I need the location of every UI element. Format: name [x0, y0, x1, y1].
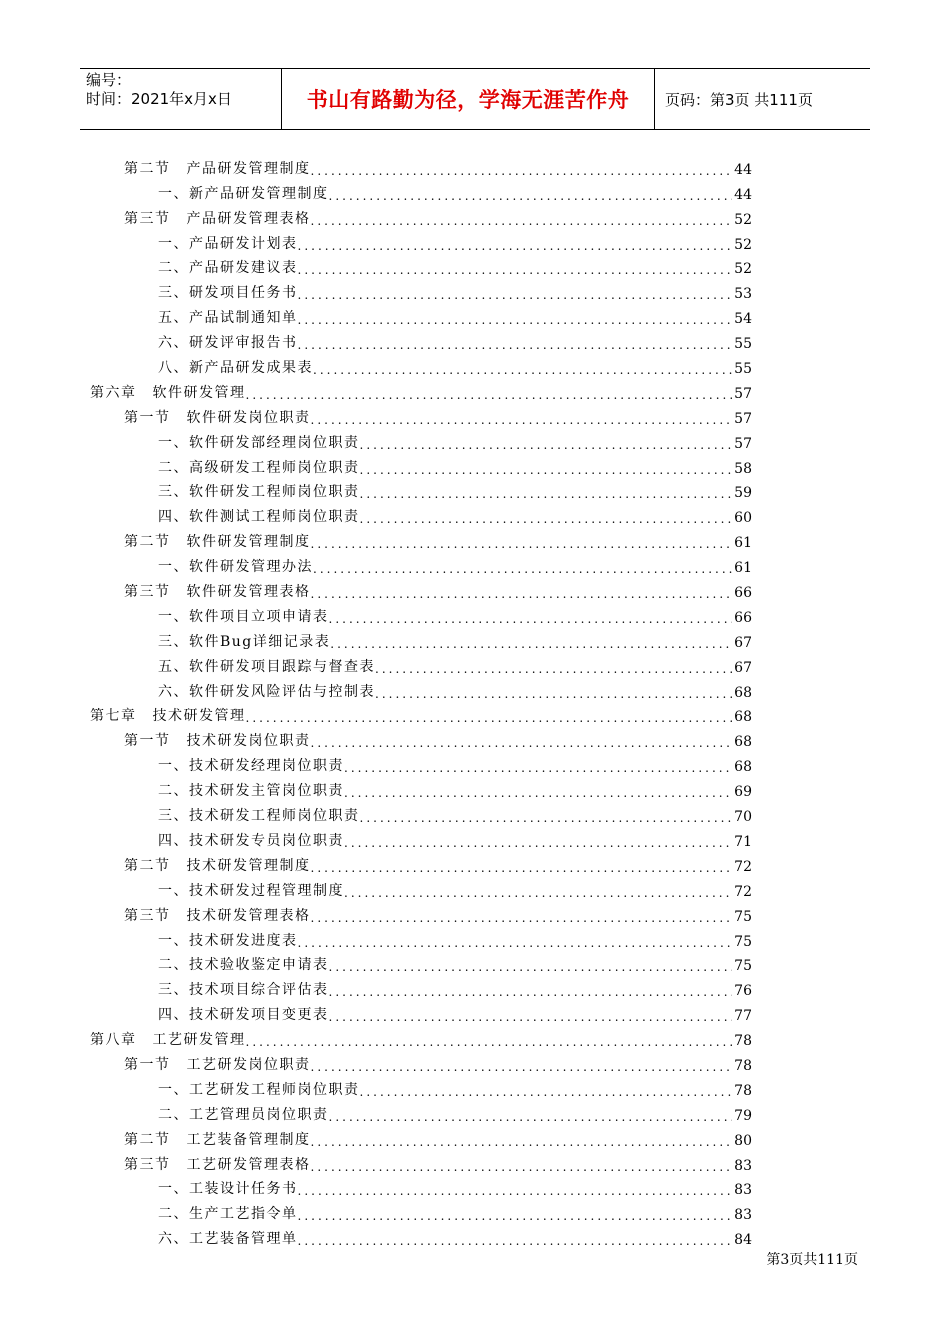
toc-entry-page: 55	[734, 361, 752, 378]
toc-entry-title: 二、高级研发工程师岗位职责	[158, 459, 360, 476]
toc-entry-title: 五、软件研发项目跟踪与督查表	[158, 658, 375, 675]
toc-entry[interactable]	[90, 1174, 752, 1199]
code-label: 编号：	[86, 71, 132, 89]
toc-entry-title: 软件研发管理	[152, 384, 246, 401]
toc-entry[interactable]	[90, 1223, 752, 1248]
toc-entry-number: 第八章	[90, 1032, 137, 1049]
toc-entry-number: 第三节	[124, 1156, 171, 1173]
toc-entry-number: 第二节	[124, 857, 171, 874]
toc-leader-dots	[360, 512, 733, 526]
toc-entry-number: 第二节	[124, 160, 171, 177]
toc-leader-dots	[360, 1085, 733, 1099]
toc-entry[interactable]	[90, 651, 752, 676]
toc-entry-page: 80	[734, 1132, 752, 1149]
toc-entry[interactable]	[90, 526, 752, 551]
toc-leader-dots	[298, 263, 733, 277]
toc-entry-number: 第三节	[124, 584, 171, 601]
toc-leader-dots	[375, 662, 732, 676]
toc-entry-title: 五、产品试制通知单	[158, 310, 298, 327]
toc-entry[interactable]	[90, 402, 752, 427]
toc-entry-title: 八、新产品研发成果表	[158, 360, 313, 377]
toc-entry-title: 产品研发管理表格	[186, 210, 311, 227]
toc-entry-page: 66	[734, 609, 752, 626]
toc-leader-dots	[329, 612, 733, 626]
toc-leader-dots	[246, 388, 733, 402]
toc-entry[interactable]	[90, 178, 752, 203]
toc-entry-title: 一、软件研发管理办法	[158, 559, 313, 576]
footer-page-number: 第3页共111页	[766, 1252, 858, 1268]
toc-entry-title: 一、产品研发计划表	[158, 235, 298, 252]
toc-entry[interactable]	[90, 800, 752, 825]
toc-entry[interactable]	[90, 352, 752, 377]
toc-entry-page: 77	[734, 1008, 752, 1025]
toc-entry-page: 84	[734, 1232, 752, 1249]
toc-entry-title: 软件研发岗位职责	[186, 409, 311, 426]
toc-entry[interactable]	[90, 551, 752, 576]
toc-leader-dots	[311, 214, 733, 228]
toc-entry-page: 78	[734, 1082, 752, 1099]
toc-entry[interactable]	[90, 875, 752, 900]
toc-leader-dots	[246, 711, 733, 725]
toc-entry-page: 67	[734, 634, 752, 651]
toc-entry-title: 二、工艺管理员岗位职责	[158, 1106, 329, 1123]
toc-entry-page: 66	[734, 585, 752, 602]
toc-entry-page: 68	[734, 709, 752, 726]
toc-entry-title: 软件研发管理表格	[186, 584, 311, 601]
toc-entry[interactable]	[90, 153, 752, 178]
toc-leader-dots	[344, 836, 732, 850]
toc-entry-title: 六、研发评审报告书	[158, 335, 298, 352]
toc-entry[interactable]	[90, 950, 752, 975]
toc-entry-title: 一、软件研发部经理岗位职责	[158, 434, 360, 451]
toc-leader-dots	[344, 761, 732, 775]
toc-entry-title: 四、技术研发专员岗位职责	[158, 832, 344, 849]
toc-entry-title: 四、软件测试工程师岗位职责	[158, 509, 360, 526]
toc-entry[interactable]	[90, 850, 752, 875]
toc-entry-title: 二、技术验收鉴定申请表	[158, 957, 329, 974]
toc-entry-title: 二、生产工艺指令单	[158, 1206, 298, 1223]
toc-entry-title: 一、软件项目立项申请表	[158, 608, 329, 625]
toc-leader-dots	[298, 936, 733, 950]
toc-leader-dots	[330, 637, 732, 651]
toc-leader-dots	[311, 537, 733, 551]
toc-entry-page: 78	[734, 1033, 752, 1050]
toc-leader-dots	[311, 1060, 733, 1074]
toc-entry[interactable]	[90, 601, 752, 626]
toc-entry[interactable]	[90, 452, 752, 477]
toc-leader-dots	[329, 189, 733, 203]
toc-leader-dots	[360, 487, 733, 501]
toc-entry-title: 一、技术研发进度表	[158, 932, 298, 949]
toc-leader-dots	[311, 413, 733, 427]
toc-entry-number: 第七章	[90, 708, 137, 725]
toc-entry-page: 61	[734, 535, 752, 552]
toc-entry-page: 44	[734, 186, 752, 203]
toc-entry-title: 技术研发管理表格	[186, 907, 311, 924]
toc-entry[interactable]	[90, 427, 752, 452]
toc-entry[interactable]	[90, 1024, 752, 1049]
toc-entry-title: 六、工艺装备管理单	[158, 1231, 298, 1248]
toc-entry-number: 第二节	[124, 534, 171, 551]
header-motto: 书山有路勤为径，学海无涯苦作舟	[282, 69, 655, 129]
toc-entry-title: 软件研发管理制度	[186, 534, 311, 551]
toc-entry-number: 第六章	[90, 384, 137, 401]
toc-entry-title: 工艺研发管理表格	[186, 1156, 311, 1173]
toc-leader-dots	[329, 985, 733, 999]
toc-entry[interactable]	[90, 825, 752, 850]
toc-entry-title: 工艺研发岗位职责	[186, 1056, 311, 1073]
toc-entry[interactable]	[90, 1049, 752, 1074]
toc-entry-page: 69	[734, 784, 752, 801]
toc-entry-page: 57	[734, 385, 752, 402]
toc-leader-dots	[311, 1160, 733, 1174]
toc-entry[interactable]	[90, 701, 752, 726]
toc-entry-title: 一、技术研发经理岗位职责	[158, 758, 344, 775]
toc-entry-number: 第三节	[124, 210, 171, 227]
toc-entry[interactable]	[90, 203, 752, 228]
toc-entry-title: 技术研发管理制度	[186, 857, 311, 874]
toc-leader-dots	[311, 164, 733, 178]
toc-leader-dots	[298, 1209, 733, 1223]
toc-entry-page: 68	[734, 734, 752, 751]
page-header	[80, 68, 870, 130]
toc-entry-page: 83	[734, 1182, 752, 1199]
toc-entry[interactable]	[90, 1149, 752, 1174]
toc-entry-page: 67	[734, 659, 752, 676]
toc-entry-title: 四、技术研发项目变更表	[158, 1007, 329, 1024]
toc-leader-dots	[311, 1135, 733, 1149]
header-meta	[80, 69, 282, 129]
toc-entry-page: 79	[734, 1107, 752, 1124]
toc-entry[interactable]	[90, 925, 752, 950]
toc-entry[interactable]	[90, 974, 752, 999]
toc-leader-dots	[298, 288, 733, 302]
table-of-contents	[90, 153, 752, 1248]
toc-entry[interactable]	[90, 501, 752, 526]
toc-leader-dots	[311, 736, 733, 750]
toc-entry[interactable]	[90, 725, 752, 750]
toc-entry-page: 60	[734, 510, 752, 527]
toc-entry-page: 70	[734, 809, 752, 826]
toc-leader-dots	[375, 687, 732, 701]
toc-leader-dots	[344, 886, 732, 900]
toc-entry-number: 第一节	[124, 409, 171, 426]
toc-entry-title: 一、工装设计任务书	[158, 1181, 298, 1198]
toc-entry-page: 52	[734, 236, 752, 253]
toc-entry-number: 第一节	[124, 733, 171, 750]
header-page-info: 页码：第3页 共111页	[665, 90, 813, 109]
toc-leader-dots	[344, 786, 732, 800]
toc-entry-title: 一、技术研发过程管理制度	[158, 882, 344, 899]
toc-entry-number: 第二节	[124, 1131, 171, 1148]
toc-leader-dots	[298, 338, 733, 352]
toc-entry-title: 产品研发管理制度	[186, 160, 311, 177]
toc-entry[interactable]	[90, 302, 752, 327]
toc-entry-page: 72	[734, 858, 752, 875]
toc-entry-page: 61	[734, 560, 752, 577]
toc-entry-title: 三、技术研发工程师岗位职责	[158, 808, 360, 825]
toc-entry-page: 59	[734, 485, 752, 502]
toc-leader-dots	[311, 587, 733, 601]
toc-entry-title: 六、软件研发风险评估与控制表	[158, 683, 375, 700]
toc-entry[interactable]	[90, 477, 752, 502]
toc-leader-dots	[360, 463, 733, 477]
toc-leader-dots	[298, 1234, 733, 1248]
toc-entry-page: 52	[734, 211, 752, 228]
toc-entry[interactable]	[90, 750, 752, 775]
toc-entry-title: 技术研发岗位职责	[186, 733, 311, 750]
toc-entry[interactable]	[90, 626, 752, 651]
toc-entry[interactable]	[90, 377, 752, 402]
toc-entry[interactable]	[90, 327, 752, 352]
toc-entry-page: 68	[734, 684, 752, 701]
toc-entry-title: 一、新产品研发管理制度	[158, 185, 329, 202]
toc-entry[interactable]	[90, 277, 752, 302]
toc-entry[interactable]	[90, 253, 752, 278]
toc-entry-page: 58	[734, 460, 752, 477]
toc-entry-page: 75	[734, 958, 752, 975]
toc-entry-number: 第三节	[124, 907, 171, 924]
toc-leader-dots	[329, 960, 733, 974]
toc-entry-page: 54	[734, 311, 752, 328]
toc-entry-title: 工艺装备管理制度	[186, 1131, 311, 1148]
toc-leader-dots	[298, 1184, 733, 1198]
time-label: 时间：2021年x月x日	[86, 90, 232, 108]
toc-leader-dots	[360, 438, 733, 452]
toc-entry-title: 技术研发管理	[152, 708, 246, 725]
toc-entry[interactable]	[90, 228, 752, 253]
toc-leader-dots	[329, 1010, 733, 1024]
toc-entry-page: 83	[734, 1157, 752, 1174]
toc-entry-page: 75	[734, 933, 752, 950]
toc-entry[interactable]	[90, 1124, 752, 1149]
toc-entry[interactable]	[90, 1198, 752, 1223]
toc-entry-page: 52	[734, 261, 752, 278]
toc-entry-page: 57	[734, 410, 752, 427]
toc-entry-page: 83	[734, 1207, 752, 1224]
toc-leader-dots	[360, 811, 733, 825]
toc-entry-page: 55	[734, 336, 752, 353]
toc-leader-dots	[311, 861, 733, 875]
toc-entry-number: 第一节	[124, 1056, 171, 1073]
toc-entry[interactable]	[90, 775, 752, 800]
toc-entry[interactable]	[90, 1074, 752, 1099]
toc-entry-title: 三、技术项目综合评估表	[158, 982, 329, 999]
toc-leader-dots	[313, 363, 732, 377]
toc-entry-page: 44	[734, 161, 752, 178]
toc-leader-dots	[313, 562, 732, 576]
toc-entry[interactable]	[90, 1099, 752, 1124]
toc-leader-dots	[298, 239, 733, 253]
toc-entry-title: 三、研发项目任务书	[158, 285, 298, 302]
toc-entry[interactable]	[90, 676, 752, 701]
toc-entry-page: 53	[734, 286, 752, 303]
toc-entry-title: 二、技术研发主管岗位职责	[158, 783, 344, 800]
toc-entry-title: 一、工艺研发工程师岗位职责	[158, 1081, 360, 1098]
toc-leader-dots	[246, 1035, 733, 1049]
toc-entry[interactable]	[90, 999, 752, 1024]
toc-entry-title: 三、软件Bug详细记录表	[158, 633, 331, 650]
toc-entry-page: 76	[734, 983, 752, 1000]
toc-entry-page: 71	[734, 833, 752, 850]
toc-entry-page: 57	[734, 435, 752, 452]
toc-leader-dots	[329, 1110, 733, 1124]
toc-leader-dots	[311, 911, 733, 925]
toc-entry[interactable]	[90, 900, 752, 925]
toc-leader-dots	[298, 313, 733, 327]
toc-entry-title: 三、软件研发工程师岗位职责	[158, 484, 360, 501]
toc-entry-page: 75	[734, 908, 752, 925]
toc-entry-title: 二、产品研发建议表	[158, 260, 298, 277]
toc-entry-page: 78	[734, 1057, 752, 1074]
toc-entry[interactable]	[90, 576, 752, 601]
toc-entry-title: 工艺研发管理	[152, 1032, 246, 1049]
toc-entry-page: 72	[734, 883, 752, 900]
toc-entry-page: 68	[734, 759, 752, 776]
